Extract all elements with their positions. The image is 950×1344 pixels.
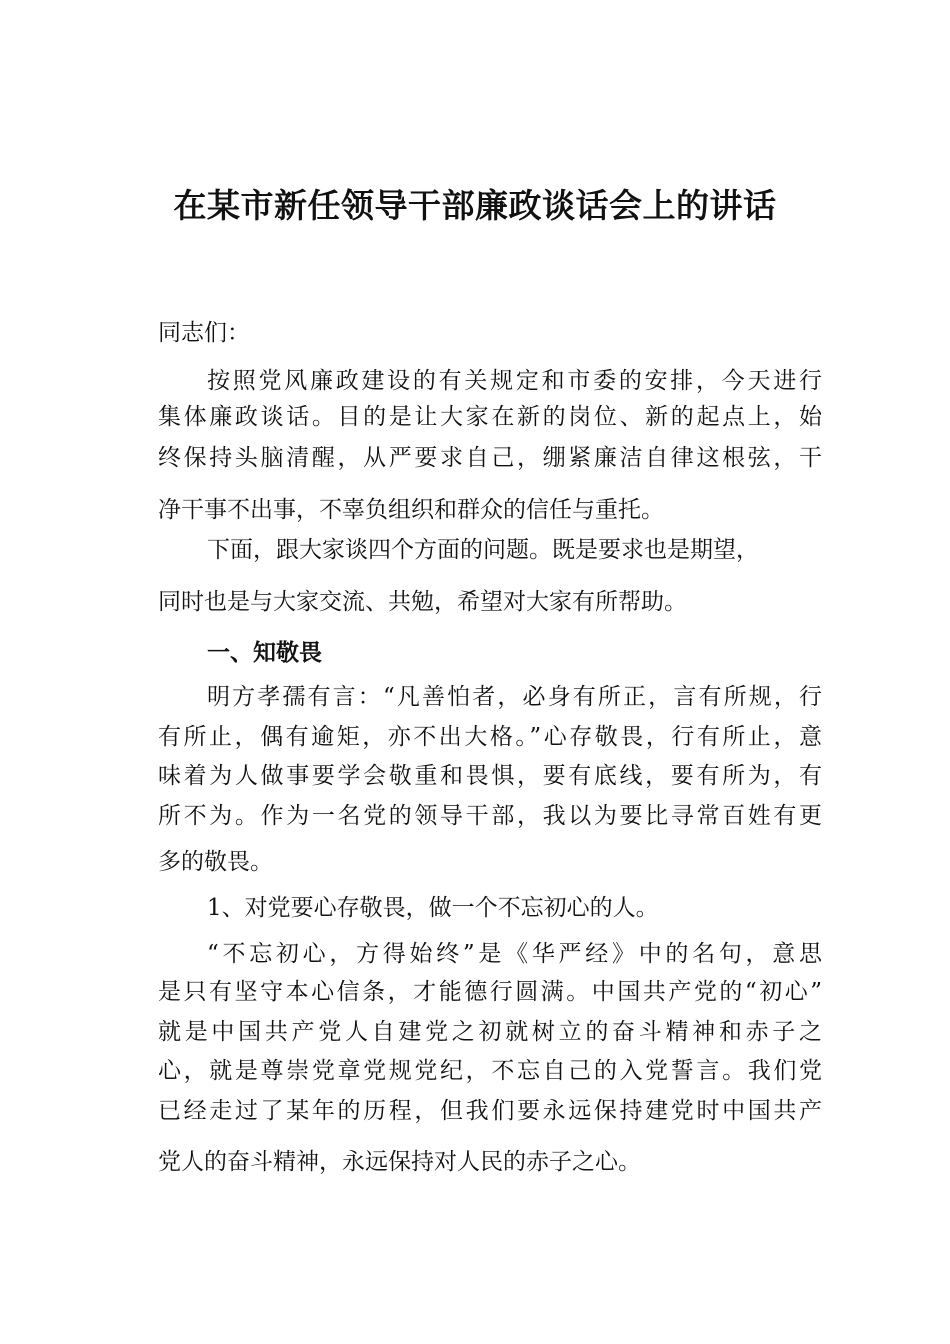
paragraph-line: 净干事不出事，不辜负组织和群众的信任与重托。: [158, 497, 664, 523]
paragraph-line: 有所止，偶有逾矩，亦不出大格。”心存敬畏，行有所止，意: [158, 724, 822, 750]
paragraph-line: 下面，跟大家谈四个方面的问题。既是要求也是期望，: [207, 537, 759, 563]
paragraph-line: 同时也是与大家交流、共勉，希望对大家有所帮助。: [158, 589, 687, 615]
paragraph-line: “不忘初心，方得始终”是《华严经》中的名句，意思: [207, 941, 822, 967]
paragraph-line: 就是中国共产党人自建党之初就树立的奋斗精神和赤子之: [158, 1019, 822, 1045]
paragraph-line: 多的敬畏。: [158, 849, 273, 875]
paragraph-line: 党人的奋斗精神，永远保持对人民的赤子之心。: [158, 1149, 641, 1175]
greeting: 同志们：: [158, 320, 250, 346]
document-title: 在某市新任领导干部廉政谈话会上的讲话: [173, 186, 777, 225]
paragraph-line: 明方孝孺有言：“凡善怕者，必身有所正，言有所规，行: [207, 684, 822, 710]
subsection-heading: 1、对党要心存敬畏，做一个不忘初心的人。: [207, 895, 659, 921]
paragraph-line: 心，就是尊崇党章党规党纪，不忘自己的入党誓言。我们党: [158, 1058, 822, 1084]
paragraph-line: 所不为。作为一名党的领导干部，我以为要比寻常百姓有更: [158, 803, 822, 829]
paragraph-line: 味着为人做事要学会敬重和畏惧，要有底线，要有所为，有: [158, 763, 822, 789]
paragraph-line: 集体廉政谈话。目的是让大家在新的岗位、新的起点上，始: [158, 404, 822, 430]
section-heading: 一、知敬畏: [207, 640, 322, 666]
paragraph-line: 是只有坚守本心信条，才能德行圆满。中国共产党的“初心”: [158, 979, 822, 1005]
paragraph-line: 已经走过了某年的历程，但我们要永远保持建党时中国共产: [158, 1098, 822, 1124]
paragraph-line: 按照党风廉政建设的有关规定和市委的安排，今天进行: [207, 368, 822, 394]
paragraph-line: 终保持头脑清醒，从严要求自己，绷紧廉洁自律这根弦，干: [158, 445, 822, 471]
